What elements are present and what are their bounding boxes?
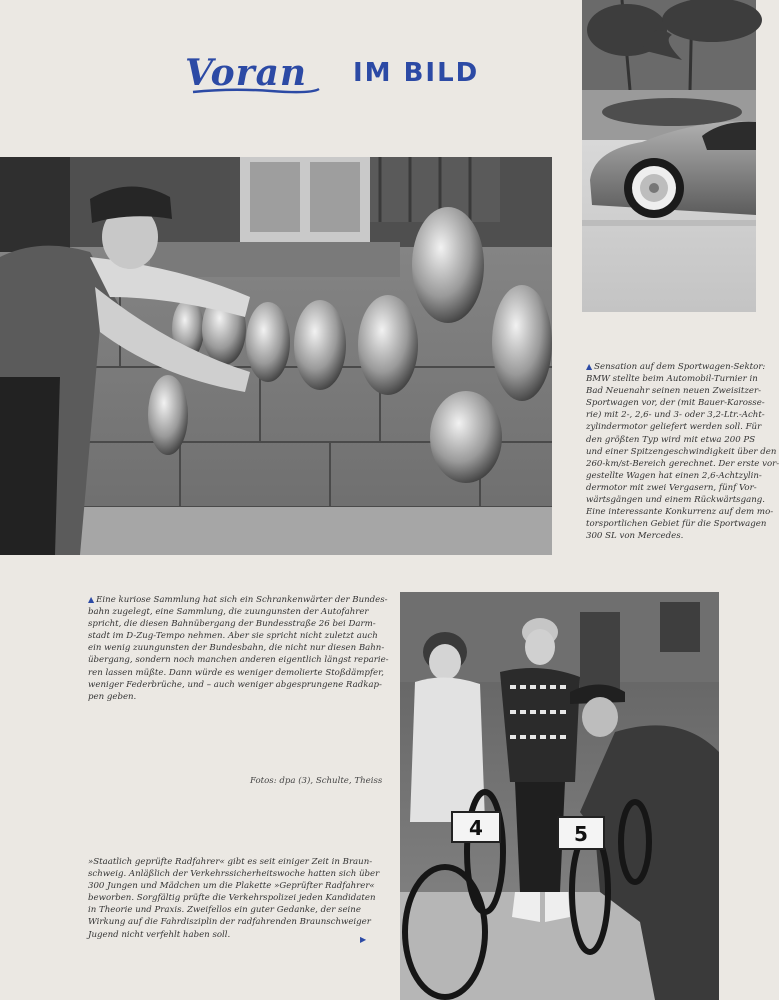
cyclists-photo bbox=[400, 592, 719, 1000]
logo-swash bbox=[191, 86, 321, 96]
caption-line: Bad Neuenahr seinen neuen Zweisitzer- bbox=[586, 386, 761, 397]
caption-line: 260-km/st-Bereich gerechnet. Der erste vor- bbox=[586, 458, 779, 469]
caption-line: Jugend nicht verfehlt haben soll. bbox=[88, 929, 231, 940]
caption-line: schweig. Anläßlich der Verkehrssicherheitswoche hatten sich über bbox=[88, 869, 380, 880]
caption-line: gestellte Wagen hat einen 2,6-Achtzylin- bbox=[586, 470, 762, 481]
caption-line: dermotor mit zwei Vergasern, fünf Vor- bbox=[586, 482, 757, 493]
caption-line: Sportwagen vor, der (mit Bauer-Karosse- bbox=[586, 398, 765, 409]
caption-arrow-icon: ▲ bbox=[586, 362, 593, 371]
caption-line: stadt im D-Zug-Tempo nehmen. Aber sie spricht nicht zuletzt auch bbox=[88, 631, 378, 642]
caption-line: und einer Spitzengeschwindigkeit über den bbox=[586, 446, 777, 457]
photo-credits: Fotos: dpa (3), Schulte, Theiss bbox=[250, 776, 383, 786]
caption-line: pen geben. bbox=[88, 691, 137, 702]
caption-arrow-icon: ▲ bbox=[88, 595, 95, 604]
caption-line: ▲ Eine kuriose Sammlung hat sich ein Schrankenwärter der Bundes- bbox=[88, 595, 388, 605]
caption-line: ren lassen müßte. Dann würde es weniger demolierte Stoßdämpfer, bbox=[88, 667, 385, 678]
caption-line: wärtsgängen und einem Rückwärtsgang. bbox=[586, 495, 765, 506]
continue-arrow-icon: ▶ bbox=[360, 935, 367, 944]
caption-line: spricht, die diesen Bahnübergang der Bundesstraße 26 bei Darm- bbox=[88, 619, 376, 630]
car-caption bbox=[586, 361, 779, 542]
caption-line: Eine interessante Konkurrenz auf dem mo- bbox=[586, 507, 774, 518]
hubcap-collection-photo bbox=[0, 157, 552, 555]
voran-logo: Voran bbox=[185, 52, 308, 94]
caption-line: torsportlichen Gebiet für die Sportwagen bbox=[586, 519, 767, 530]
bike-plate-5: 5 bbox=[574, 822, 588, 846]
caption-line: in Theorie und Praxis. Zweifellos ein guter Gedanke, der seine bbox=[88, 905, 361, 916]
caption-line: BMW stellte beim Automobil-Turnier in bbox=[586, 374, 758, 385]
caption-line: den größten Typ wird mit etwa 200 PS bbox=[586, 434, 756, 445]
masthead-title: IM BILD bbox=[353, 58, 480, 88]
caption-line: 300 SL von Mercedes. bbox=[586, 531, 684, 542]
caption-line: »Staatlich geprüfte Radfahrer« gibt es seit einiger Zeit in Braun- bbox=[88, 857, 373, 867]
caption-line: 300 Jungen und Mädchen um die Plakette »Geprüfter Radfahrer« bbox=[88, 881, 375, 892]
hubcaps-caption bbox=[88, 594, 389, 703]
caption-line: bahn zugelegt, eine Sammlung, die zuungunsten der Autofahrer bbox=[88, 607, 369, 618]
bike-plate-4: 4 bbox=[469, 816, 483, 840]
caption-line: übergang, sondern noch manchen anderen eigentlich längst reparie- bbox=[88, 655, 389, 666]
caption-line: zylindermotor geliefert werden soll. Für bbox=[586, 422, 762, 433]
caption-line: ein wenig zuungunsten der Bundesbahn, die nicht nur diesen Bahn- bbox=[88, 643, 385, 654]
sportscar-photo bbox=[582, 0, 756, 312]
caption-line: weniger Federbrüche, und – auch weniger abgesprungene Radkap- bbox=[88, 679, 382, 690]
caption-line: beworben. Sorgfältig prüfte die Verkehrspolizei jeden Kandidaten bbox=[88, 893, 376, 904]
caption-line: rie) mit 2-, 2,6- und 3- oder 3,2-Ltr.-Acht- bbox=[586, 410, 765, 421]
cyclists-caption bbox=[88, 856, 380, 941]
caption-line: ▲ Sensation auf dem Sportwagen-Sektor: bbox=[586, 362, 766, 372]
caption-line: Wirkung auf die Fahrdisziplin der radfahrenden Braunschweiger bbox=[88, 917, 371, 928]
